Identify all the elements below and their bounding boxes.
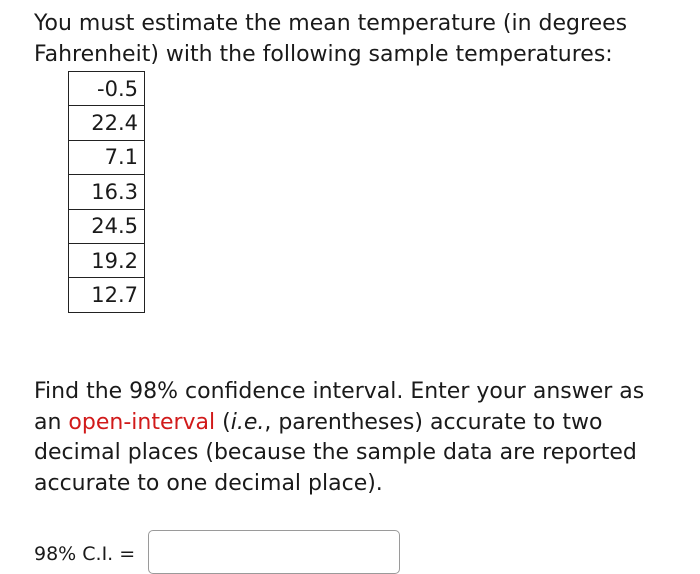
temperature-cell: -0.5 [69, 72, 145, 106]
table-row [69, 209, 145, 243]
temperature-cell: 24.5 [69, 209, 145, 243]
temperature-table [68, 71, 145, 313]
temperature-cell: 7.1 [69, 140, 145, 174]
question-text [34, 377, 674, 499]
question-part-3: , parentheses) accurate to two decimal places (because the sample data are reported accurate to one decimal place). [34, 409, 637, 496]
table-row [69, 243, 145, 277]
temperature-cell: 19.2 [69, 243, 145, 277]
confidence-interval-input[interactable] [148, 530, 400, 574]
question-part-2: ( [215, 409, 231, 435]
temperature-cell: 12.7 [69, 278, 145, 312]
answer-label: 98% C.I. = [34, 543, 136, 565]
table-row [69, 140, 145, 174]
open-interval-highlight: open-interval [68, 409, 216, 435]
problem-intro: You must estimate the mean temperature (in degrees Fahrenheit) with the following sample temperatures: [34, 11, 628, 67]
table-row [69, 175, 145, 209]
table-row [69, 106, 145, 140]
table-row [69, 278, 145, 312]
temperature-cell: 22.4 [69, 106, 145, 140]
question-part-1: Find the 98% confidence interval. Enter your answer as an [34, 379, 645, 435]
temperature-cell: 16.3 [69, 175, 145, 209]
table-row [69, 72, 145, 106]
ie-italic: i.e. [230, 409, 265, 435]
